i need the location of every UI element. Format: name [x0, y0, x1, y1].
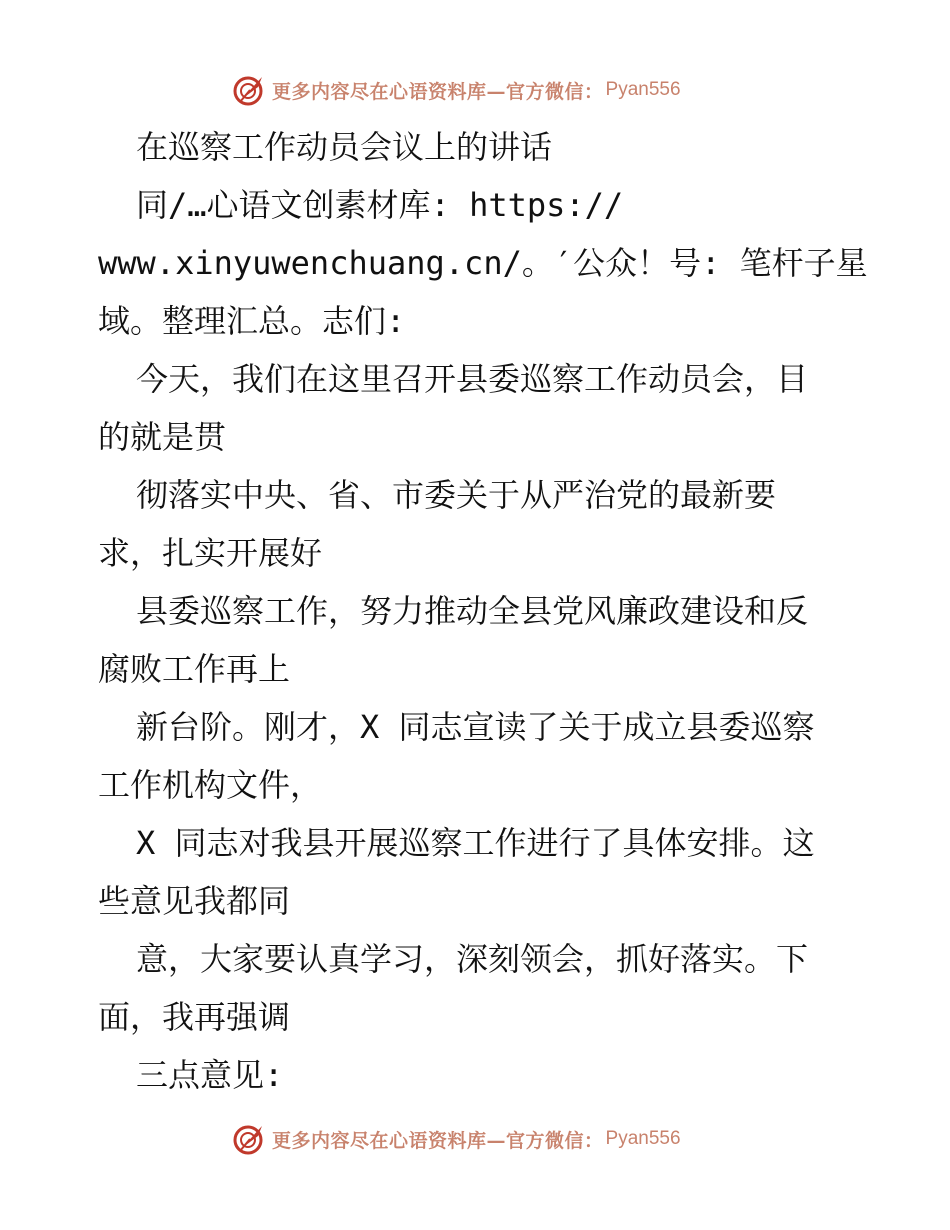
- text-line: 工作机构文件，: [98, 766, 323, 804]
- quill-logo-icon: [232, 1122, 266, 1156]
- header-banner: [232, 72, 722, 108]
- text-line: 的就是贯: [98, 418, 227, 456]
- banner-wechat-id: Pyan556: [605, 1128, 681, 1149]
- speech-title: 在巡察工作动员会议上的讲话: [136, 128, 553, 166]
- footer-banner: [232, 1121, 722, 1157]
- banner-text: 更多内容尽在心语资料库—官方微信：: [272, 1129, 604, 1152]
- text-line: 彻落实中央、省、市委关于从严治党的最新要: [136, 476, 777, 514]
- text-line: 些意见我都同: [98, 882, 291, 920]
- speech-body: [98, 118, 868, 1104]
- quill-logo-icon: [232, 73, 266, 107]
- text-line: 面，我再强调: [98, 998, 291, 1036]
- text-line: 今天，我们在这里召开县委巡察工作动员会，目: [136, 360, 809, 398]
- banner-wechat-id: Pyan556: [605, 79, 681, 100]
- banner-text: 更多内容尽在心语资料库—官方微信：: [272, 80, 604, 103]
- text-line: 同/…心语文创素材库: https://: [136, 186, 624, 224]
- text-line: X 同志对我县开展巡察工作进行了具体安排。这: [136, 824, 815, 862]
- text-line: 求，扎实开展好: [98, 534, 323, 572]
- text-line: 腐败工作再上: [98, 650, 291, 688]
- text-line: 域。整理汇总。志们:: [98, 302, 406, 340]
- text-line: 意，大家要认真学习，深刻领会，抓好落实。下: [136, 940, 809, 978]
- text-line: 三点意见:: [136, 1056, 284, 1094]
- text-line: 新台阶。刚才，X 同志宣读了关于成立县委巡察: [136, 708, 815, 746]
- text-line: www.xinyuwenchuang.cn/。′公众！号: 笔杆子星: [98, 244, 868, 282]
- text-line: 县委巡察工作，努力推动全县党风廉政建设和反: [136, 592, 809, 630]
